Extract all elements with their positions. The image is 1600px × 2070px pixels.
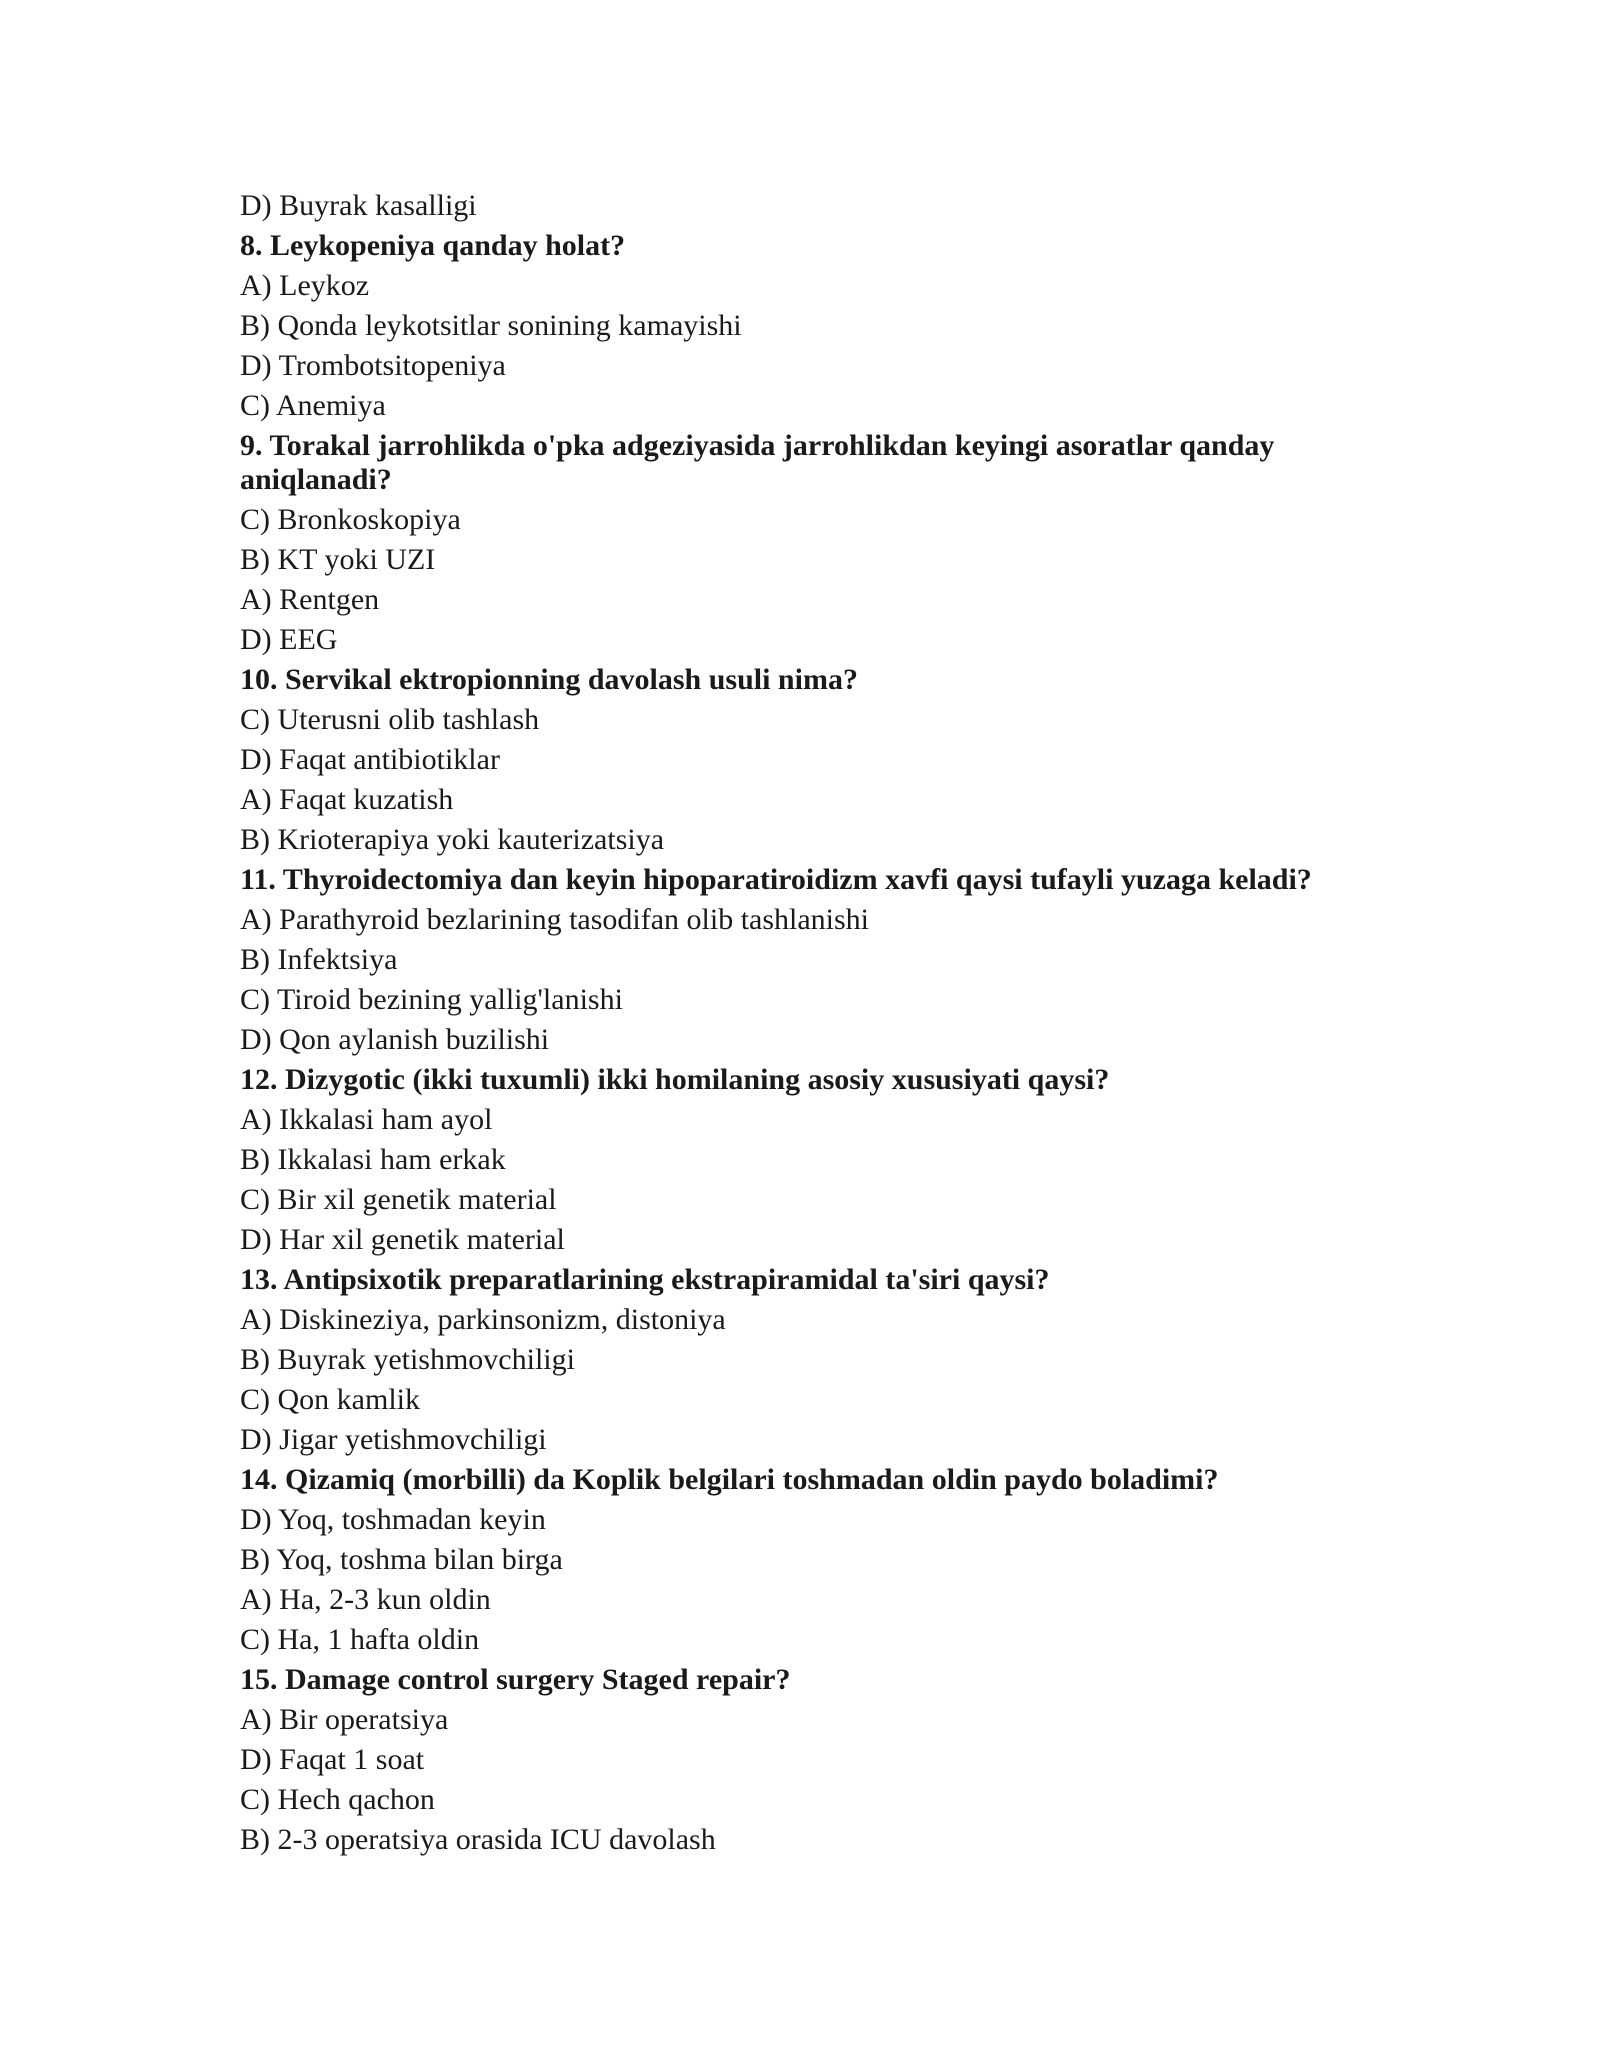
answer-option: C) Bronkoskopiya <box>240 503 461 536</box>
answer-option: A) Ha, 2-3 kun oldin <box>240 1583 491 1616</box>
answer-option: A) Rentgen <box>240 583 380 616</box>
question-heading: 14. Qizamiq (morbilli) da Koplik belgilari toshmadan oldin paydo boladimi? <box>240 1463 1219 1496</box>
answer-option: B) Buyrak yetishmovchiligi <box>240 1343 575 1376</box>
answer-option: A) Leykoz <box>240 269 370 302</box>
answer-option: A) Parathyroid bezlarining tasodifan olib tashlanishi <box>240 903 870 936</box>
question-heading: 12. Dizygotic (ikki tuxumli) ikki homilaning asosiy xususiyati qaysi? <box>240 1063 1110 1096</box>
answer-option: B) KT yoki UZI <box>240 543 436 576</box>
answer-option: A) Faqat kuzatish <box>240 783 454 816</box>
answer-option: B) Yoq, toshma bilan birga <box>240 1543 563 1576</box>
question-heading: 15. Damage control surgery Staged repair? <box>240 1663 791 1696</box>
answer-option: A) Ikkalasi ham ayol <box>240 1103 493 1136</box>
answer-option: D) Trombotsitopeniya <box>240 349 506 382</box>
answer-option: D) Qon aylanish buzilishi <box>240 1023 550 1056</box>
answer-option: C) Tiroid bezining yallig'lanishi <box>240 983 623 1016</box>
answer-option: D) Yoq, toshmadan keyin <box>240 1503 546 1536</box>
question-heading: 10. Servikal ektropionning davolash usuli nima? <box>240 663 858 696</box>
answer-option: C) Anemiya <box>240 389 386 422</box>
document-page <box>240 186 1420 1860</box>
answer-option: B) Qonda leykotsitlar sonining kamayishi <box>240 309 742 342</box>
question-heading: 11. Thyroidectomiya dan keyin hipoparatiroidizm xavfi qaysi tufayli yuzaga keladi? <box>240 863 1312 896</box>
question-heading: 13. Antipsixotik preparatlarining ekstrapiramidal ta'siri qaysi? <box>240 1263 1050 1296</box>
answer-option: B) Krioterapiya yoki kauterizatsiya <box>240 823 665 856</box>
answer-option: B) Infektsiya <box>240 943 398 976</box>
answer-option: C) Qon kamlik <box>240 1383 420 1416</box>
answer-option: D) EEG <box>240 623 338 656</box>
answer-option: B) 2-3 operatsiya orasida ICU davolash <box>240 1823 716 1856</box>
question-heading: 9. Torakal jarrohlikda o'pka adgeziyasida jarrohlikdan keyingi asoratlar qanday aniqlanadi? <box>240 429 1275 496</box>
answer-option: D) Buyrak kasalligi <box>240 189 477 222</box>
answer-option: D) Har xil genetik material <box>240 1223 565 1256</box>
answer-option: C) Uterusni olib tashlash <box>240 703 540 736</box>
answer-option: A) Diskineziya, parkinsonizm, distoniya <box>240 1303 726 1336</box>
answer-option: C) Ha, 1 hafta oldin <box>240 1623 480 1656</box>
answer-option: B) Ikkalasi ham erkak <box>240 1143 506 1176</box>
answer-option: D) Faqat 1 soat <box>240 1743 425 1776</box>
answer-option: C) Bir xil genetik material <box>240 1183 557 1216</box>
answer-option: D) Jigar yetishmovchiligi <box>240 1423 547 1456</box>
question-heading: 8. Leykopeniya qanday holat? <box>240 229 626 262</box>
answer-option: D) Faqat antibiotiklar <box>240 743 500 776</box>
answer-option: C) Hech qachon <box>240 1783 435 1816</box>
answer-option: A) Bir operatsiya <box>240 1703 449 1736</box>
